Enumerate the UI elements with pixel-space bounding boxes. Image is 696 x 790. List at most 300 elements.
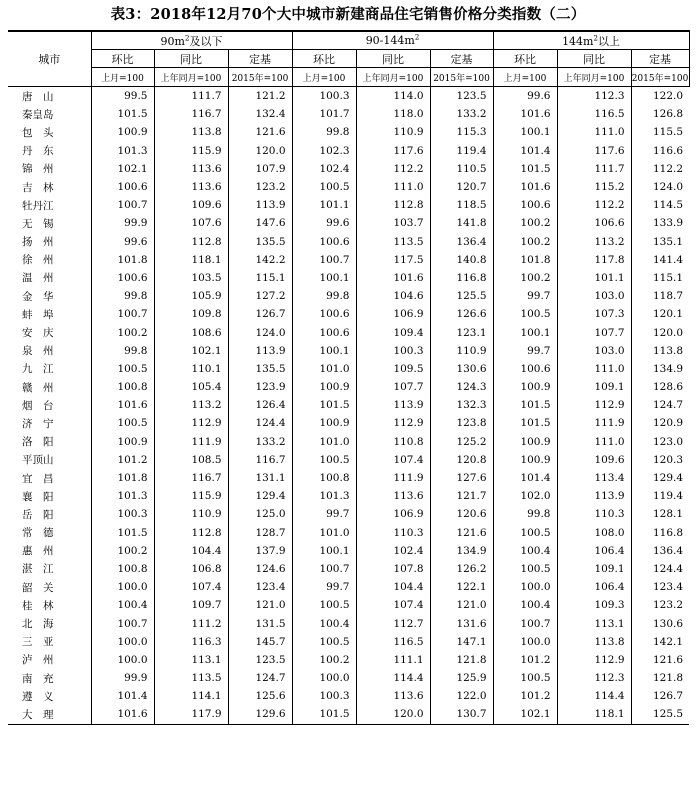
index-value: 111.0 bbox=[557, 123, 631, 141]
city-column-header: 城市 bbox=[8, 31, 91, 87]
index-value: 113.9 bbox=[228, 196, 292, 214]
city-name: 徐 州 bbox=[22, 254, 54, 267]
index-value: 112.3 bbox=[557, 669, 631, 687]
index-value: 131.5 bbox=[228, 614, 292, 632]
index-value: 112.7 bbox=[356, 614, 430, 632]
index-value: 121.8 bbox=[430, 651, 493, 669]
index-value: 100.7 bbox=[493, 614, 557, 632]
index-value: 101.6 bbox=[493, 105, 557, 123]
index-value: 110.8 bbox=[356, 433, 430, 451]
index-value: 115.5 bbox=[631, 123, 689, 141]
index-value: 100.4 bbox=[493, 542, 557, 560]
index-value: 100.4 bbox=[292, 614, 356, 632]
index-value: 121.6 bbox=[631, 651, 689, 669]
index-value: 126.4 bbox=[228, 396, 292, 414]
index-value: 100.6 bbox=[292, 233, 356, 251]
table-row bbox=[8, 560, 689, 578]
index-value: 133.9 bbox=[631, 214, 689, 232]
index-value: 114.4 bbox=[557, 687, 631, 705]
index-value: 113.6 bbox=[356, 487, 430, 505]
index-value: 130.7 bbox=[430, 705, 493, 724]
city-name: 九 江 bbox=[22, 363, 54, 376]
index-value: 104.6 bbox=[356, 287, 430, 305]
index-value: 125.6 bbox=[228, 687, 292, 705]
base-header: 2015年=100 bbox=[631, 68, 689, 87]
index-value: 109.8 bbox=[154, 305, 228, 323]
index-value: 130.6 bbox=[631, 614, 689, 632]
city-name: 丹 东 bbox=[22, 145, 54, 158]
index-value: 129.6 bbox=[228, 705, 292, 724]
table-title: 表3：2018年12月70个大中城市新建商品住宅销售价格分类指数（二） bbox=[110, 6, 586, 23]
index-value: 120.3 bbox=[631, 451, 689, 469]
table-row bbox=[8, 305, 689, 323]
index-value: 100.5 bbox=[91, 414, 154, 432]
index-value: 109.7 bbox=[154, 596, 228, 614]
index-value: 102.4 bbox=[292, 160, 356, 178]
index-value: 124.3 bbox=[430, 378, 493, 396]
index-value: 127.6 bbox=[430, 469, 493, 487]
index-value: 100.5 bbox=[493, 560, 557, 578]
index-value: 140.8 bbox=[430, 251, 493, 269]
price-index-table bbox=[8, 30, 690, 725]
index-value: 100.8 bbox=[91, 378, 154, 396]
table-row bbox=[8, 705, 689, 724]
index-value: 123.4 bbox=[228, 578, 292, 596]
index-value: 107.9 bbox=[228, 160, 292, 178]
table-row bbox=[8, 433, 689, 451]
sub-header: 同比 bbox=[356, 50, 430, 68]
index-value: 100.9 bbox=[91, 123, 154, 141]
index-value: 100.3 bbox=[292, 87, 356, 106]
index-value: 115.2 bbox=[557, 178, 631, 196]
index-value: 120.6 bbox=[430, 505, 493, 523]
index-value: 116.7 bbox=[154, 105, 228, 123]
index-value: 108.5 bbox=[154, 451, 228, 469]
index-value: 120.0 bbox=[631, 323, 689, 341]
sub-header: 定基 bbox=[228, 50, 292, 68]
city-name: 宜 昌 bbox=[22, 472, 54, 485]
city-name: 惠 州 bbox=[22, 545, 54, 558]
index-value: 123.5 bbox=[430, 87, 493, 106]
index-value: 100.0 bbox=[292, 669, 356, 687]
table-row bbox=[8, 651, 689, 669]
index-value: 105.9 bbox=[154, 287, 228, 305]
index-value: 137.9 bbox=[228, 542, 292, 560]
city-name: 平顶山 bbox=[22, 454, 54, 467]
index-value: 124.7 bbox=[631, 396, 689, 414]
index-value: 113.9 bbox=[356, 396, 430, 414]
base-header: 2015年=100 bbox=[228, 68, 292, 87]
index-value: 126.7 bbox=[631, 687, 689, 705]
city-name: 岳 阳 bbox=[22, 508, 54, 521]
index-value: 99.8 bbox=[493, 505, 557, 523]
city-name: 蚌 埠 bbox=[22, 308, 54, 321]
index-value: 124.0 bbox=[228, 323, 292, 341]
index-value: 111.2 bbox=[154, 614, 228, 632]
index-value: 113.5 bbox=[154, 669, 228, 687]
index-value: 113.1 bbox=[557, 614, 631, 632]
index-value: 111.0 bbox=[557, 433, 631, 451]
table-row bbox=[8, 214, 689, 232]
index-value: 100.2 bbox=[91, 323, 154, 341]
index-value: 131.6 bbox=[430, 614, 493, 632]
index-value: 120.0 bbox=[356, 705, 430, 724]
city-name: 安 庆 bbox=[22, 327, 54, 340]
city-name: 温 州 bbox=[22, 272, 54, 285]
index-value: 100.1 bbox=[292, 342, 356, 360]
index-value: 123.4 bbox=[631, 578, 689, 596]
table-row bbox=[8, 251, 689, 269]
index-value: 123.9 bbox=[228, 378, 292, 396]
index-value: 121.6 bbox=[228, 123, 292, 141]
index-value: 100.9 bbox=[292, 378, 356, 396]
table-row bbox=[8, 542, 689, 560]
index-value: 107.6 bbox=[154, 214, 228, 232]
index-value: 101.0 bbox=[292, 433, 356, 451]
index-value: 124.4 bbox=[228, 414, 292, 432]
index-value: 110.3 bbox=[557, 505, 631, 523]
index-value: 123.8 bbox=[430, 414, 493, 432]
table-row bbox=[8, 487, 689, 505]
index-value: 122.0 bbox=[430, 687, 493, 705]
index-value: 112.2 bbox=[557, 196, 631, 214]
table-row bbox=[8, 578, 689, 596]
index-value: 100.6 bbox=[91, 178, 154, 196]
index-value: 102.3 bbox=[292, 142, 356, 160]
index-value: 100.9 bbox=[91, 433, 154, 451]
index-value: 100.1 bbox=[493, 323, 557, 341]
index-value: 147.1 bbox=[430, 633, 493, 651]
index-value: 100.7 bbox=[91, 196, 154, 214]
index-value: 113.6 bbox=[356, 687, 430, 705]
index-value: 116.8 bbox=[430, 269, 493, 287]
index-value: 117.9 bbox=[154, 705, 228, 724]
index-value: 120.7 bbox=[430, 178, 493, 196]
city-name: 赣 州 bbox=[22, 381, 54, 394]
index-value: 134.9 bbox=[631, 360, 689, 378]
index-value: 111.0 bbox=[356, 178, 430, 196]
index-value: 100.1 bbox=[292, 269, 356, 287]
index-value: 145.7 bbox=[228, 633, 292, 651]
index-value: 102.4 bbox=[356, 542, 430, 560]
index-value: 110.9 bbox=[356, 123, 430, 141]
index-value: 100.9 bbox=[493, 451, 557, 469]
index-value: 113.2 bbox=[557, 233, 631, 251]
index-value: 101.8 bbox=[493, 251, 557, 269]
index-value: 101.5 bbox=[91, 524, 154, 542]
index-value: 111.1 bbox=[356, 651, 430, 669]
base-header: 上年同月=100 bbox=[154, 68, 228, 87]
table-row bbox=[8, 142, 689, 160]
index-value: 118.1 bbox=[154, 251, 228, 269]
index-value: 99.8 bbox=[292, 123, 356, 141]
index-value: 100.5 bbox=[292, 451, 356, 469]
table-row bbox=[8, 396, 689, 414]
index-value: 133.2 bbox=[228, 433, 292, 451]
index-value: 101.8 bbox=[91, 469, 154, 487]
index-value: 113.8 bbox=[631, 342, 689, 360]
index-value: 110.9 bbox=[430, 342, 493, 360]
table-row bbox=[8, 178, 689, 196]
index-value: 99.7 bbox=[292, 578, 356, 596]
index-value: 101.2 bbox=[91, 451, 154, 469]
index-value: 101.7 bbox=[292, 105, 356, 123]
index-value: 105.4 bbox=[154, 378, 228, 396]
index-value: 100.5 bbox=[292, 596, 356, 614]
index-value: 125.0 bbox=[228, 505, 292, 523]
table-row bbox=[8, 505, 689, 523]
index-value: 113.9 bbox=[557, 487, 631, 505]
table-row bbox=[8, 342, 689, 360]
index-value: 113.1 bbox=[154, 651, 228, 669]
index-value: 100.2 bbox=[91, 542, 154, 560]
index-value: 101.5 bbox=[292, 396, 356, 414]
index-value: 100.5 bbox=[292, 178, 356, 196]
index-value: 132.4 bbox=[228, 105, 292, 123]
city-name: 泉 州 bbox=[22, 345, 54, 358]
index-value: 100.5 bbox=[292, 633, 356, 651]
index-value: 101.3 bbox=[91, 487, 154, 505]
index-value: 101.3 bbox=[292, 487, 356, 505]
index-value: 109.1 bbox=[557, 378, 631, 396]
index-value: 100.1 bbox=[292, 542, 356, 560]
sub-header: 同比 bbox=[154, 50, 228, 68]
index-value: 112.8 bbox=[154, 233, 228, 251]
index-value: 107.4 bbox=[356, 596, 430, 614]
index-value: 100.5 bbox=[493, 669, 557, 687]
index-value: 99.7 bbox=[493, 287, 557, 305]
index-value: 120.1 bbox=[631, 305, 689, 323]
table-row bbox=[8, 596, 689, 614]
index-value: 106.8 bbox=[154, 560, 228, 578]
index-value: 101.1 bbox=[557, 269, 631, 287]
index-value: 115.9 bbox=[154, 142, 228, 160]
index-value: 121.8 bbox=[631, 669, 689, 687]
index-value: 113.9 bbox=[228, 342, 292, 360]
index-value: 125.5 bbox=[631, 705, 689, 724]
index-value: 133.2 bbox=[430, 105, 493, 123]
index-value: 101.5 bbox=[91, 105, 154, 123]
index-value: 114.0 bbox=[356, 87, 430, 106]
index-value: 124.7 bbox=[228, 669, 292, 687]
index-value: 121.0 bbox=[228, 596, 292, 614]
index-value: 118.7 bbox=[631, 287, 689, 305]
index-value: 112.9 bbox=[356, 414, 430, 432]
index-value: 123.1 bbox=[430, 323, 493, 341]
index-value: 110.1 bbox=[154, 360, 228, 378]
index-value: 103.7 bbox=[356, 214, 430, 232]
group-header-large: $144m^2$以上 bbox=[493, 31, 689, 50]
base-header: 2015年=100 bbox=[430, 68, 493, 87]
city-name: 南 充 bbox=[22, 672, 54, 685]
index-value: 102.1 bbox=[154, 342, 228, 360]
index-value: 109.6 bbox=[154, 196, 228, 214]
table-row bbox=[8, 414, 689, 432]
index-value: 121.2 bbox=[228, 87, 292, 106]
index-value: 101.1 bbox=[292, 196, 356, 214]
index-value: 101.8 bbox=[91, 251, 154, 269]
index-value: 120.0 bbox=[228, 142, 292, 160]
index-value: 100.7 bbox=[91, 614, 154, 632]
index-value: 109.5 bbox=[356, 360, 430, 378]
index-value: 106.4 bbox=[557, 542, 631, 560]
index-value: 132.3 bbox=[430, 396, 493, 414]
index-value: 99.8 bbox=[292, 287, 356, 305]
index-value: 100.4 bbox=[91, 596, 154, 614]
index-value: 121.0 bbox=[430, 596, 493, 614]
index-value: 119.4 bbox=[430, 142, 493, 160]
city-name: 常 德 bbox=[22, 527, 54, 540]
index-value: 128.7 bbox=[228, 524, 292, 542]
index-value: 128.6 bbox=[631, 378, 689, 396]
table-row bbox=[8, 269, 689, 287]
index-value: 101.6 bbox=[91, 705, 154, 724]
index-value: 101.4 bbox=[91, 687, 154, 705]
city-name: 韶 关 bbox=[22, 581, 54, 594]
index-value: 112.8 bbox=[356, 196, 430, 214]
index-value: 116.8 bbox=[631, 524, 689, 542]
index-value: 129.4 bbox=[228, 487, 292, 505]
index-value: 100.7 bbox=[91, 305, 154, 323]
index-value: 118.1 bbox=[557, 705, 631, 724]
table-row bbox=[8, 105, 689, 123]
index-value: 113.5 bbox=[356, 233, 430, 251]
index-value: 117.6 bbox=[356, 142, 430, 160]
city-name: 遵 义 bbox=[22, 690, 54, 703]
index-value: 100.6 bbox=[292, 323, 356, 341]
city-name: 扬 州 bbox=[22, 236, 54, 249]
index-value: 101.3 bbox=[91, 142, 154, 160]
index-value: 99.7 bbox=[292, 505, 356, 523]
city-name: 牡丹江 bbox=[22, 199, 54, 212]
index-value: 113.2 bbox=[154, 396, 228, 414]
index-value: 127.2 bbox=[228, 287, 292, 305]
index-value: 103.0 bbox=[557, 287, 631, 305]
index-value: 116.7 bbox=[228, 451, 292, 469]
index-value: 99.6 bbox=[493, 87, 557, 106]
index-value: 126.2 bbox=[430, 560, 493, 578]
index-value: 103.0 bbox=[557, 342, 631, 360]
table-row bbox=[8, 469, 689, 487]
table-row bbox=[8, 287, 689, 305]
index-value: 99.9 bbox=[91, 214, 154, 232]
index-value: 118.0 bbox=[356, 105, 430, 123]
index-value: 136.4 bbox=[430, 233, 493, 251]
index-value: 111.9 bbox=[356, 469, 430, 487]
index-value: 116.6 bbox=[631, 142, 689, 160]
index-value: 107.7 bbox=[356, 378, 430, 396]
index-value: 100.6 bbox=[493, 360, 557, 378]
index-value: 100.6 bbox=[493, 196, 557, 214]
index-value: 102.1 bbox=[91, 160, 154, 178]
index-value: 99.7 bbox=[493, 342, 557, 360]
table-row bbox=[8, 87, 689, 106]
base-header: 上月=100 bbox=[91, 68, 154, 87]
index-value: 100.3 bbox=[292, 687, 356, 705]
index-value: 100.2 bbox=[292, 651, 356, 669]
index-value: 99.8 bbox=[91, 342, 154, 360]
index-value: 104.4 bbox=[356, 578, 430, 596]
index-value: 100.5 bbox=[493, 305, 557, 323]
index-value: 110.3 bbox=[356, 524, 430, 542]
index-value: 116.7 bbox=[154, 469, 228, 487]
index-value: 99.9 bbox=[91, 669, 154, 687]
index-value: 124.4 bbox=[631, 560, 689, 578]
index-value: 109.3 bbox=[557, 596, 631, 614]
group-header-small: $90m^2$及以下 bbox=[91, 31, 292, 50]
table-row bbox=[8, 378, 689, 396]
index-value: 100.0 bbox=[91, 578, 154, 596]
index-value: 112.2 bbox=[631, 160, 689, 178]
city-name: 湛 江 bbox=[22, 563, 54, 576]
index-value: 100.0 bbox=[493, 633, 557, 651]
index-value: 113.6 bbox=[154, 160, 228, 178]
sub-header: 同比 bbox=[557, 50, 631, 68]
index-value: 101.0 bbox=[292, 524, 356, 542]
index-value: 102.0 bbox=[493, 487, 557, 505]
index-value: 111.7 bbox=[557, 160, 631, 178]
index-value: 126.7 bbox=[228, 305, 292, 323]
city-name: 北 海 bbox=[22, 618, 54, 631]
table-row bbox=[8, 524, 689, 542]
index-value: 119.4 bbox=[631, 487, 689, 505]
index-value: 116.5 bbox=[356, 633, 430, 651]
city-name: 包 头 bbox=[22, 126, 54, 139]
index-value: 100.7 bbox=[292, 251, 356, 269]
index-value: 100.9 bbox=[493, 433, 557, 451]
index-value: 134.9 bbox=[430, 542, 493, 560]
index-value: 125.2 bbox=[430, 433, 493, 451]
index-value: 147.6 bbox=[228, 214, 292, 232]
index-value: 111.9 bbox=[154, 433, 228, 451]
base-header: 上月=100 bbox=[493, 68, 557, 87]
sub-header: 环比 bbox=[493, 50, 557, 68]
index-value: 131.1 bbox=[228, 469, 292, 487]
base-header: 上年同月=100 bbox=[356, 68, 430, 87]
index-value: 100.6 bbox=[91, 269, 154, 287]
index-value: 115.9 bbox=[154, 487, 228, 505]
index-value: 113.6 bbox=[154, 178, 228, 196]
index-value: 101.5 bbox=[493, 160, 557, 178]
index-value: 116.5 bbox=[557, 105, 631, 123]
table-row bbox=[8, 687, 689, 705]
index-value: 100.6 bbox=[292, 305, 356, 323]
index-value: 107.4 bbox=[356, 451, 430, 469]
index-value: 106.9 bbox=[356, 305, 430, 323]
index-value: 142.2 bbox=[228, 251, 292, 269]
index-value: 123.0 bbox=[631, 433, 689, 451]
table-row bbox=[8, 669, 689, 687]
index-value: 121.6 bbox=[430, 524, 493, 542]
index-value: 115.3 bbox=[430, 123, 493, 141]
index-value: 113.8 bbox=[154, 123, 228, 141]
index-value: 120.8 bbox=[430, 451, 493, 469]
index-value: 135.1 bbox=[631, 233, 689, 251]
table-row bbox=[8, 451, 689, 469]
index-value: 114.4 bbox=[356, 669, 430, 687]
index-value: 122.1 bbox=[430, 578, 493, 596]
index-value: 100.0 bbox=[91, 651, 154, 669]
index-value: 100.4 bbox=[493, 596, 557, 614]
index-value: 106.6 bbox=[557, 214, 631, 232]
index-value: 120.9 bbox=[631, 414, 689, 432]
index-value: 99.8 bbox=[91, 287, 154, 305]
index-value: 136.4 bbox=[631, 542, 689, 560]
base-header: 上年同月=100 bbox=[557, 68, 631, 87]
city-name: 桂 林 bbox=[22, 599, 54, 612]
index-value: 130.6 bbox=[430, 360, 493, 378]
index-value: 112.3 bbox=[557, 87, 631, 106]
